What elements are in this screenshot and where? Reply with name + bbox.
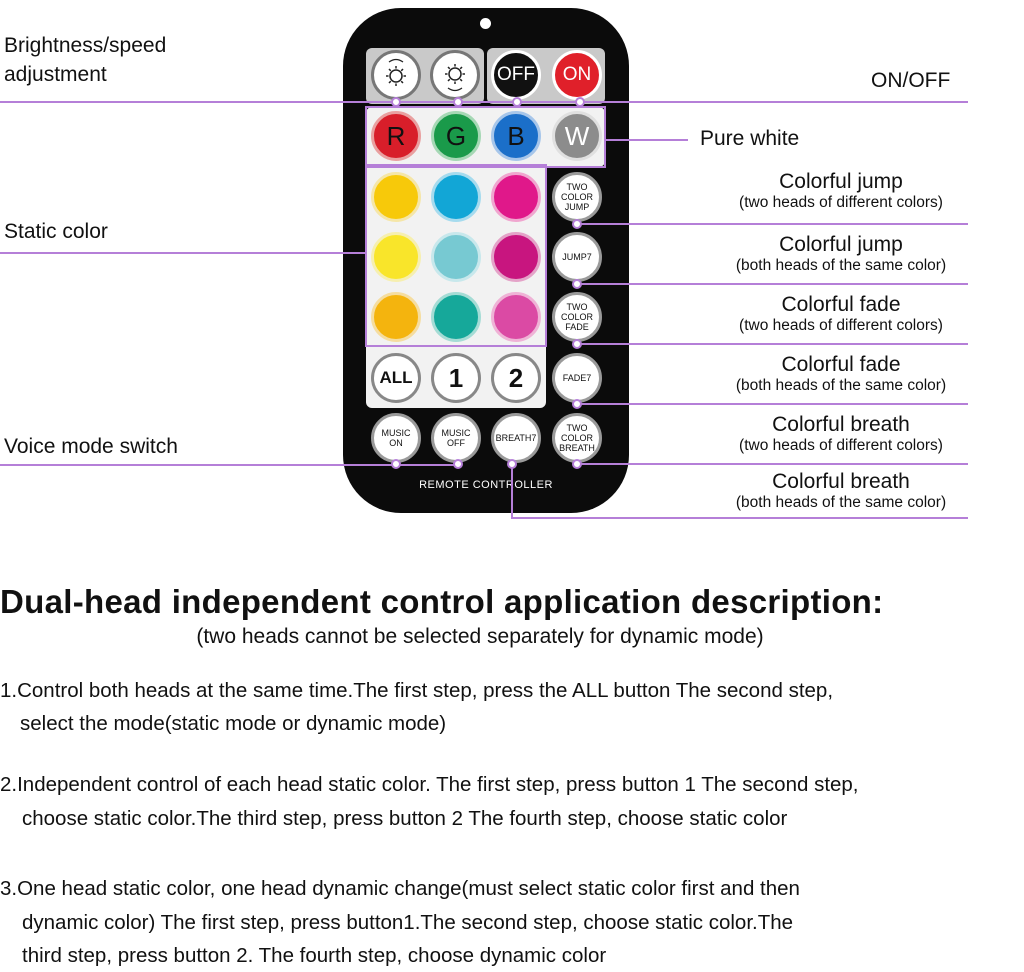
breath-two-title: Colorful breath	[772, 413, 910, 436]
pure-white-label: Pure white	[700, 127, 800, 150]
jump-two-subtitle: (two heads of different colors)	[739, 194, 943, 211]
step-1-line-1: 1.Control both heads at the same time.The first step, press the ALL button The second step,	[0, 679, 834, 702]
all-button-label: ALL	[379, 368, 413, 387]
music-on-label: MUSIC ON	[381, 428, 411, 448]
breath7-label: BREATH7	[495, 433, 537, 443]
on-button-label: ON	[562, 64, 592, 85]
step-1-line-2: select the mode(static mode or dynamic mode)	[20, 712, 447, 735]
step-3-line-2: dynamic color) The first step, press button1.The second step, choose static color.The	[22, 911, 794, 934]
red-button-label: R	[386, 120, 406, 151]
fade-two-title: Colorful fade	[781, 293, 901, 316]
step-2-line-2: choose static color.The third step, press button 2 The fourth step, choose static color	[22, 807, 788, 830]
static-color-label: Static color	[4, 220, 108, 243]
breath-same-title: Colorful breath	[772, 470, 910, 493]
off-button-label: OFF	[497, 64, 535, 85]
jump-same-subtitle: (both heads of the same color)	[735, 257, 947, 274]
two-color-jump-label: TWO COLOR JUMP	[560, 182, 593, 212]
brightness-label-line1: Brightness/speed	[4, 34, 167, 57]
jump-same-annotation	[716, 233, 966, 275]
head-1-button-label: 1	[448, 362, 464, 393]
step-3-line-3: third step, press button 2. The fourth step, choose dynamic color	[22, 944, 607, 967]
breath-two-annotation	[716, 413, 966, 455]
breath-two-subtitle: (two heads of different colors)	[739, 437, 943, 454]
blue-button-label: B	[507, 120, 525, 151]
green-button-label: G	[445, 120, 467, 151]
two-color-breath-label: TWO COLOR BREATH	[559, 423, 595, 453]
head-2-button-label: 2	[508, 362, 524, 393]
jump-two-annotation	[716, 170, 966, 212]
fade-same-subtitle: (both heads of the same color)	[735, 377, 947, 394]
jump7-label: JUMP7	[562, 252, 592, 262]
jump-two-title: Colorful jump	[779, 170, 903, 193]
step-3-line-1: 3.One head static color, one head dynamic change(must select static color first and then	[0, 877, 800, 900]
fade-two-annotation	[716, 293, 966, 335]
jump-same-title: Colorful jump	[779, 233, 903, 256]
brightness-label-line2: adjustment	[4, 63, 107, 86]
fade-same-title: Colorful fade	[781, 353, 901, 376]
fade-two-subtitle: (two heads of different colors)	[739, 317, 943, 334]
breath-same-subtitle: (both heads of the same color)	[735, 494, 947, 511]
music-off-label: MUSIC OFF	[441, 428, 471, 448]
voice-mode-label: Voice mode switch	[4, 435, 178, 458]
breath-same-annotation	[716, 470, 966, 512]
fade7-label: FADE7	[562, 373, 592, 383]
white-button-label: W	[564, 120, 590, 151]
description-title: Dual-head independent control application description:	[0, 583, 884, 620]
fade-same-annotation	[716, 353, 966, 395]
description-subtitle: (two heads cannot be selected separately for dynamic mode)	[196, 625, 764, 648]
onoff-label: ON/OFF	[871, 69, 951, 92]
remote-brand-label: REMOTE CONTROLLER	[419, 479, 553, 491]
two-color-fade-label: TWO COLOR FADE	[560, 302, 593, 332]
step-2-line-1: 2.Independent control of each head static color. The first step, press button 1 The second step,	[0, 773, 859, 796]
